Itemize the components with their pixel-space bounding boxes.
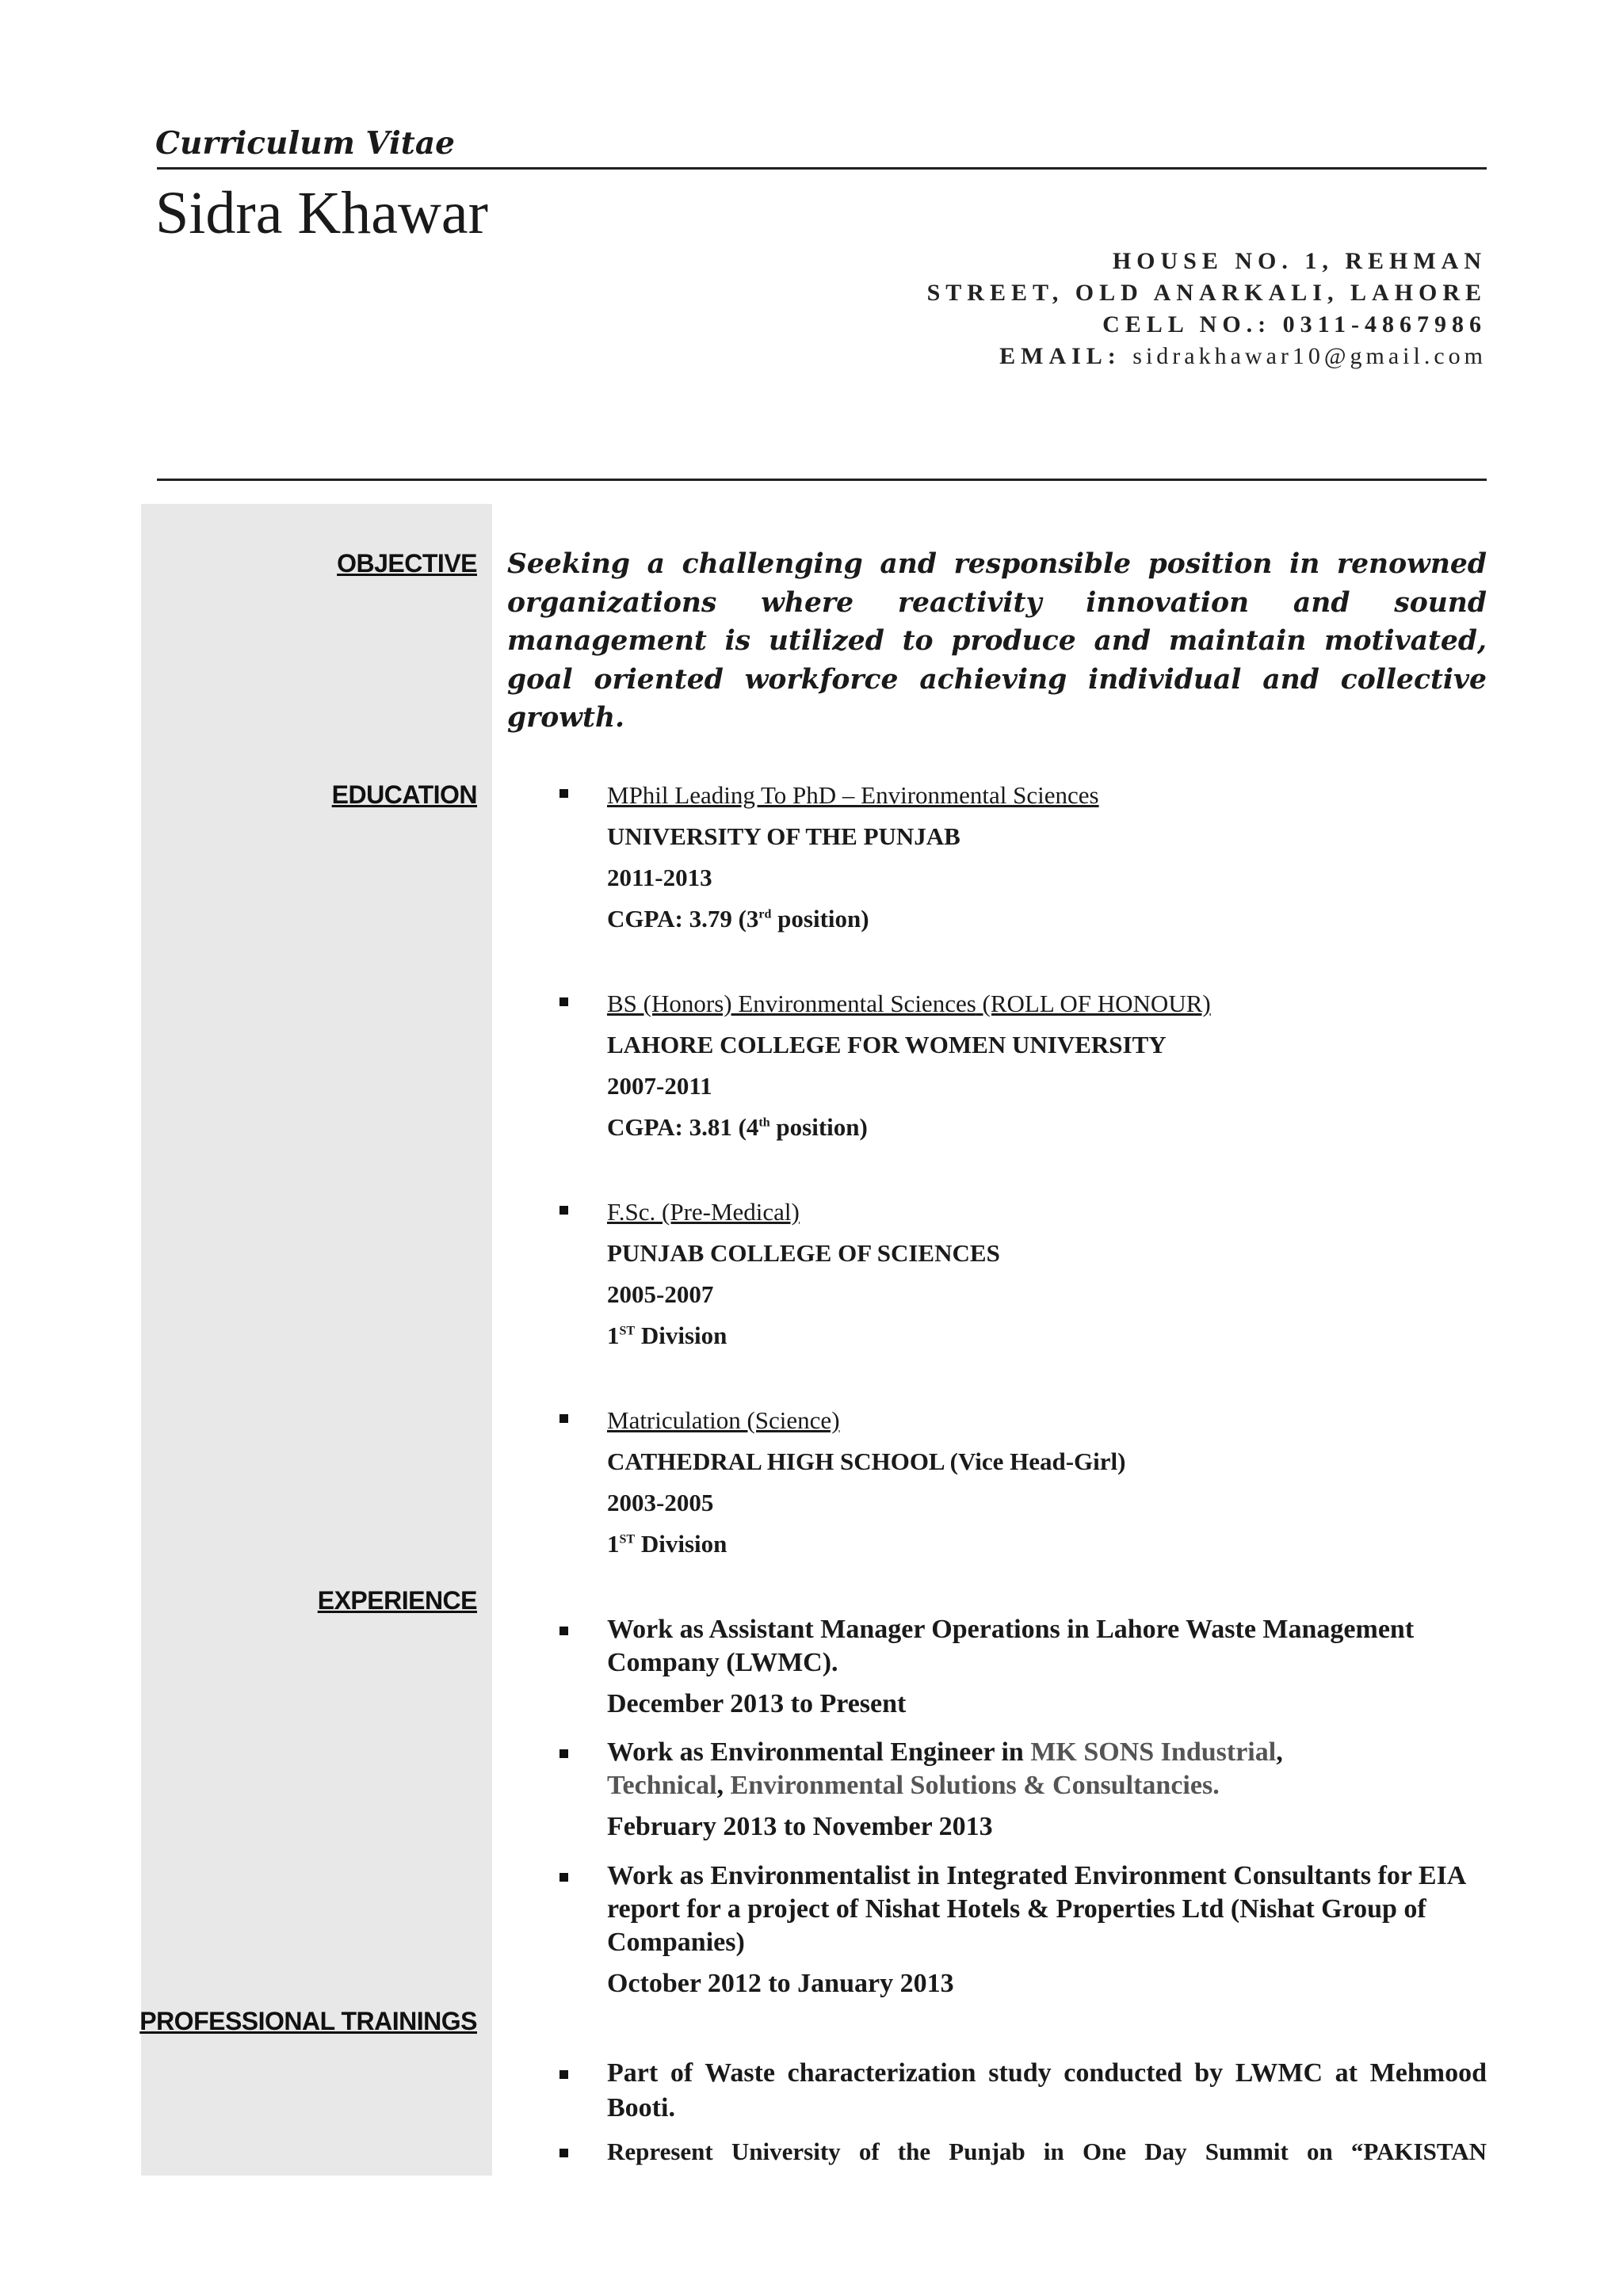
candidate-name: Sidra Khawar [155, 180, 488, 246]
degree-title: BS (Honors) Environmental Sciences (ROLL OF HONOUR) [607, 990, 1211, 1017]
experience-role: Work as Environmentalist in Integrated Environment Consultants for EIA report for a project of Nishat Hotels & Properties Ltd (Nishat Group of Companies) [607, 1861, 1465, 1957]
degree-title: Matriculation (Science) [607, 1406, 840, 1434]
result: 1ST Division [607, 1530, 727, 1558]
degree-title: F.Sc. (Pre-Medical) [607, 1198, 800, 1226]
years: 2007-2011 [607, 1072, 712, 1100]
address-line-2: STREET, OLD ANARKALI, LAHORE [926, 280, 1487, 306]
result: CGPA: 3.81 (4th position) [607, 1113, 868, 1141]
email-line [927, 341, 1487, 372]
institution: UNIVERSITY OF THE PUNJAB [607, 822, 960, 850]
institution: LAHORE COLLEGE FOR WOMEN UNIVERSITY [607, 1031, 1167, 1058]
experience-entry [607, 1613, 1487, 1721]
result: 1ST Division [607, 1322, 727, 1349]
experience-role: Work as Environmental Engineer in MK SONS Industrial, Technical, Environmental Solutions & Consultancies. [607, 1737, 1283, 1800]
years: 2005-2007 [607, 1280, 714, 1308]
education-entry [607, 983, 1211, 1148]
training-entry [607, 2056, 1487, 2126]
bullet-icon [559, 1873, 568, 1882]
contact-block [927, 246, 1487, 372]
experience-entry [607, 1859, 1487, 2000]
years: 2011-2013 [607, 864, 712, 891]
section-sidebar [141, 504, 492, 2176]
experience-entry [607, 1736, 1487, 1844]
education-heading: EDUCATION [331, 780, 477, 809]
result: CGPA: 3.79 (3rd position) [607, 905, 869, 933]
objective-statement: Seeking a challenging and responsible position in renowned organizations where reactivity innovation and sound management is utilized to produce and maintain motivated, goal oriented workforce achieving individual and collective growth. [507, 548, 1487, 734]
institution: PUNJAB COLLEGE OF SCIENCES [607, 1239, 1000, 1267]
header-rule [157, 167, 1487, 170]
experience-date: October 2012 to January 2013 [607, 1969, 954, 1998]
address-line-1: HOUSE NO. 1, REHMAN [1112, 248, 1487, 274]
education-entry [607, 1400, 1125, 1565]
experience-date: February 2013 to November 2013 [607, 1812, 993, 1841]
degree-title: MPhil Leading To PhD – Environmental Sciences [607, 781, 1099, 809]
bullet-icon [559, 1749, 568, 1758]
email-address[interactable]: sidrakhawar10@gmail.com [1132, 343, 1487, 369]
institution: CATHEDRAL HIGH SCHOOL (Vice Head-Girl) [607, 1447, 1126, 1475]
bullet-icon [559, 1414, 568, 1423]
experience-date: December 2013 to Present [607, 1689, 907, 1718]
bullet-icon [559, 2070, 568, 2079]
email-label: EMAIL: [999, 343, 1121, 369]
education-entry [607, 1192, 1000, 1356]
years: 2003-2005 [607, 1489, 714, 1516]
training-text: Represent University of the Punjab in One Day Summit on “PAKISTAN [607, 2138, 1487, 2165]
bullet-icon [559, 1206, 568, 1215]
experience-role: Work as Assistant Manager Operations in Lahore Waste Management Company (LWMC). [607, 1615, 1415, 1677]
section-divider [157, 479, 1487, 481]
objective-heading: OBJECTIVE [337, 549, 477, 578]
cell-number: CELL NO.: 0311-4867986 [1102, 311, 1487, 338]
trainings-heading: PROFESSIONAL TRAININGS [139, 2007, 477, 2035]
bullet-icon [559, 2149, 568, 2157]
bullet-icon [559, 997, 568, 1006]
bullet-icon [559, 789, 568, 798]
training-text: Part of Waste characterization study conducted by LWMC at Mehmood Booti. [607, 2058, 1487, 2122]
education-entry [607, 775, 1099, 940]
training-entry [607, 2134, 1487, 2169]
document-label: Curriculum Vitae [155, 125, 455, 162]
bullet-icon [559, 1627, 568, 1635]
experience-heading: EXPERIENCE [317, 1586, 477, 1615]
